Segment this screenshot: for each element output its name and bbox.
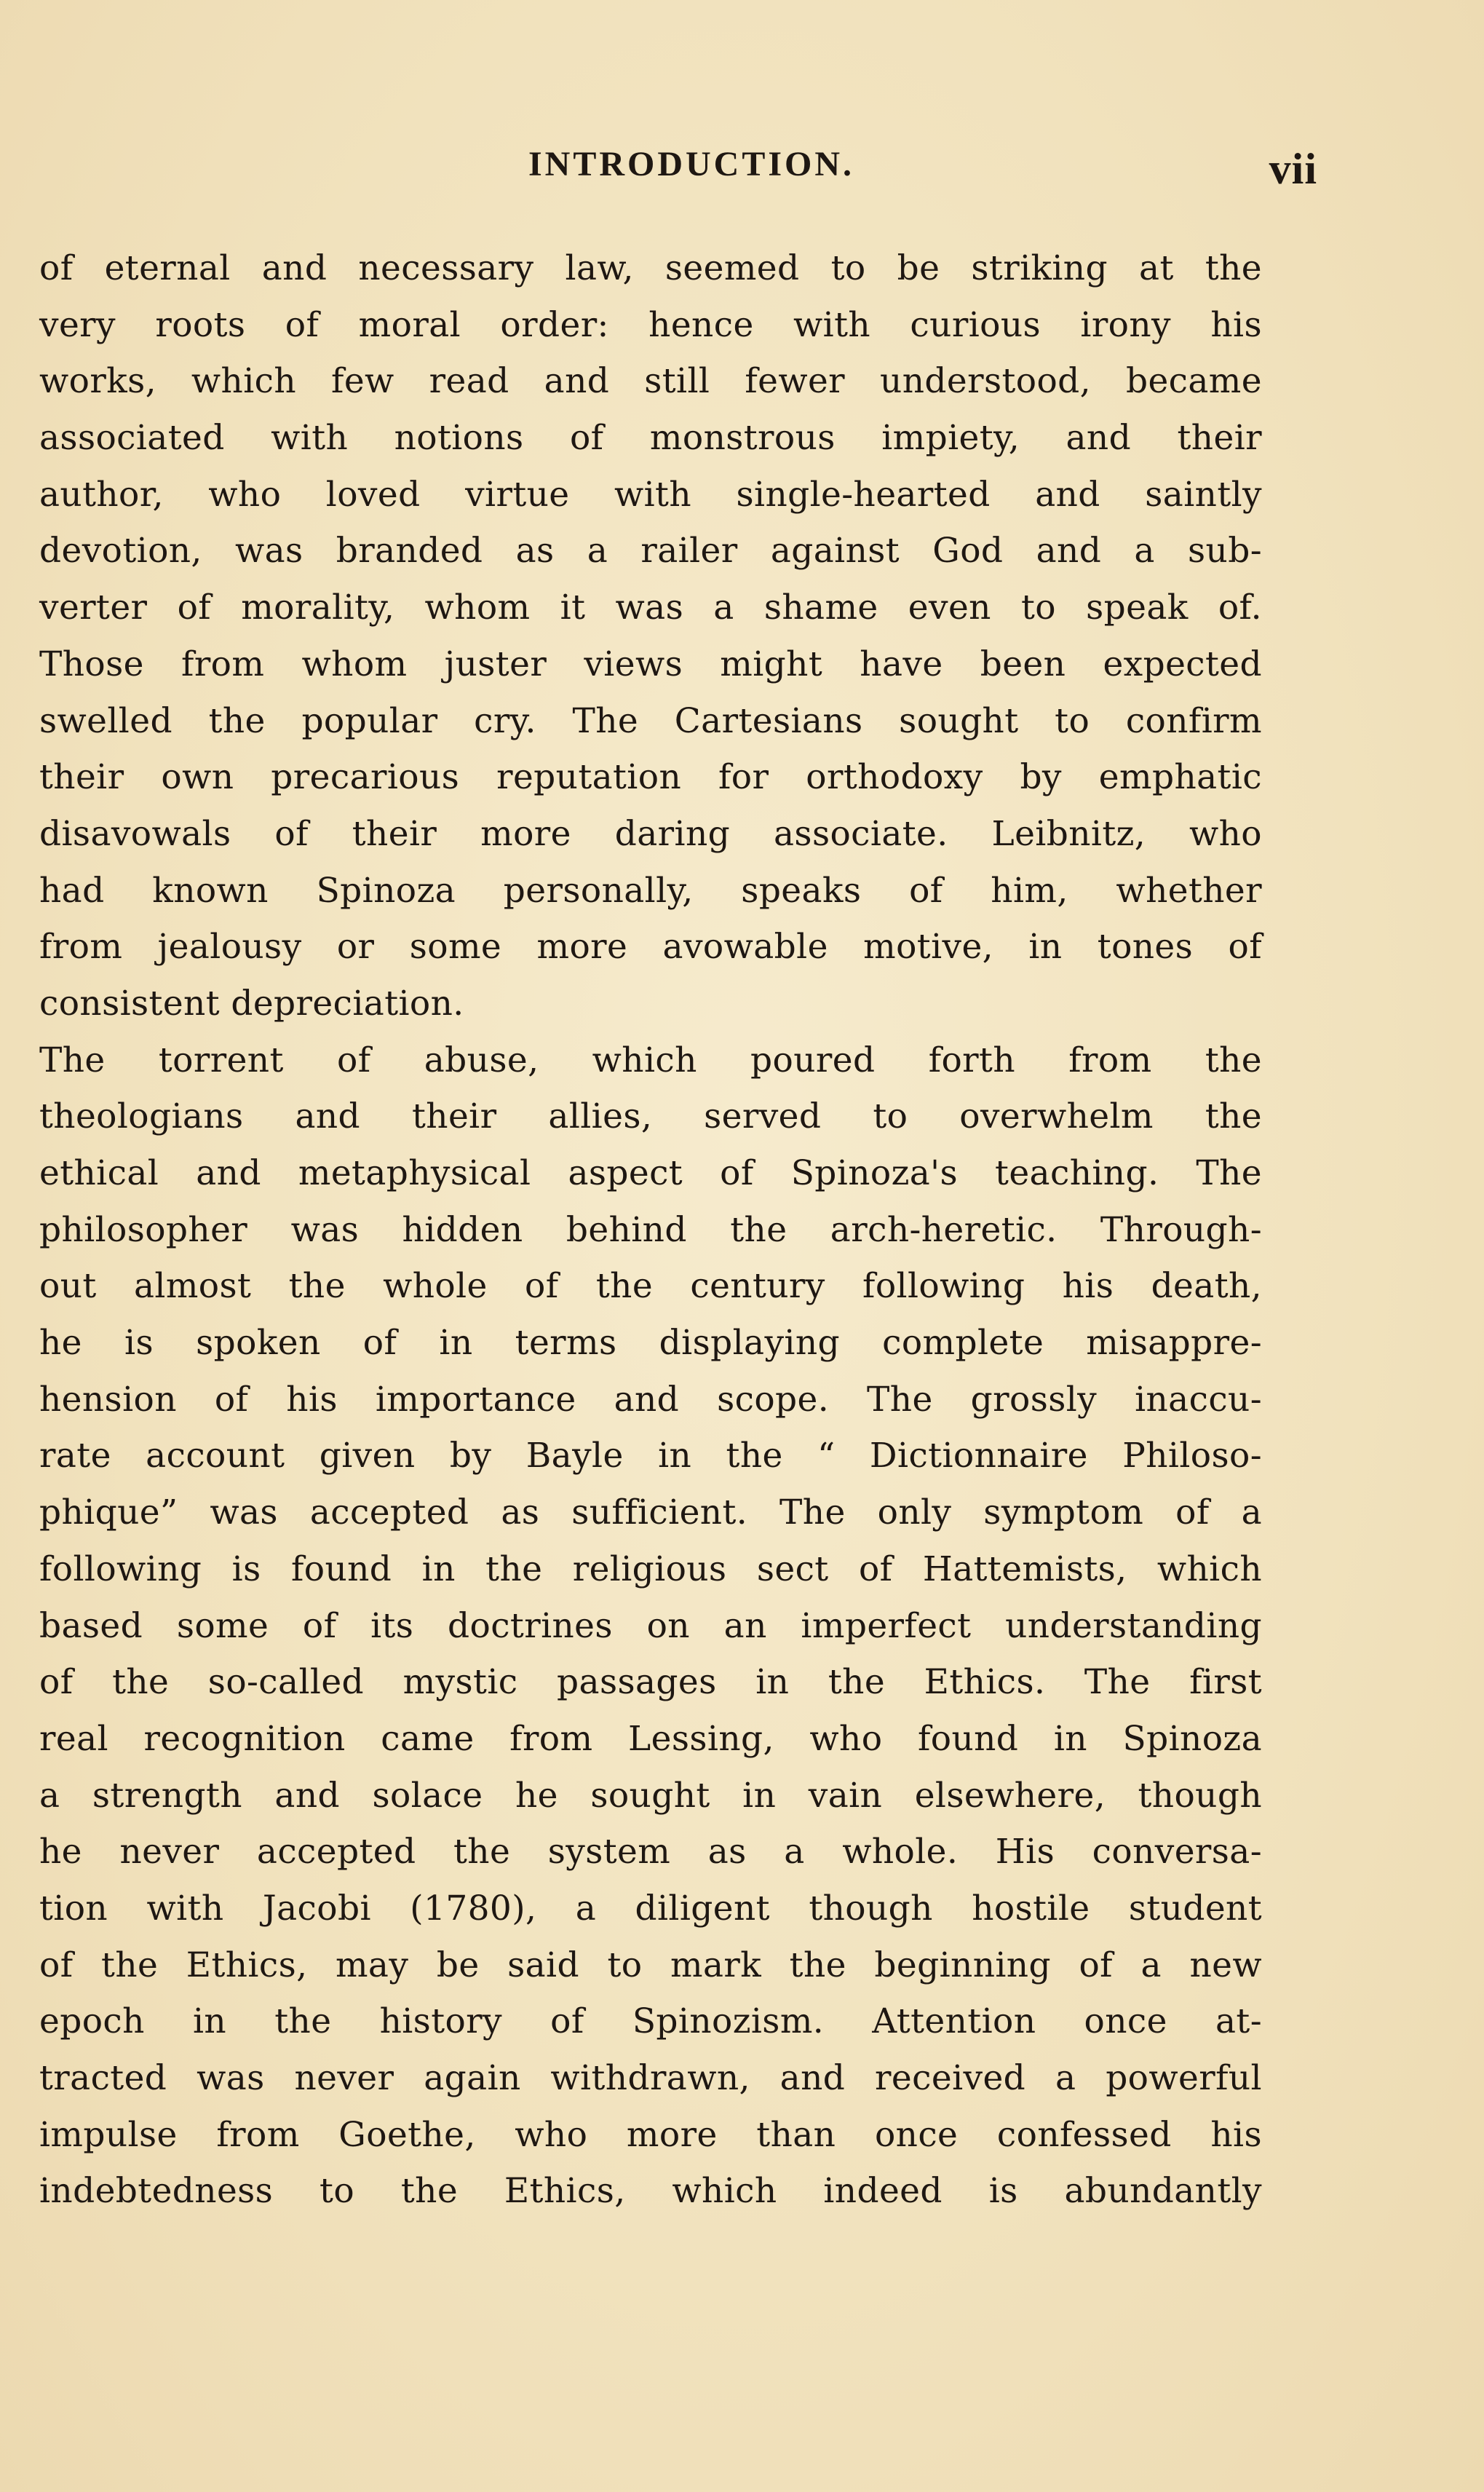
text-line: tracted was never again withdrawn, and received a powerful — [39, 2058, 1262, 2098]
text-line: real recognition came from Lessing, who found in Spinoza — [39, 1718, 1262, 1759]
text-line: author, who loved virtue with single-hearted and saintly — [39, 474, 1262, 515]
running-title: INTRODUCTION. — [528, 145, 855, 183]
text-line: from jealousy or some more avowable motive, in tones of — [39, 927, 1262, 968]
text-line: impulse from Goethe, who more than once confessed his — [39, 2114, 1262, 2155]
text-line: indebtedness to the Ethics, which indeed is abundantly — [39, 2171, 1262, 2212]
text-line: The torrent of abuse, which poured forth from the — [39, 1040, 1262, 1080]
body-text — [39, 240, 1262, 2220]
text-line: hension of his importance and scope. The grossly inaccu- — [39, 1379, 1262, 1420]
text-line: devotion, was branded as a railer against God and a sub- — [39, 531, 1262, 571]
text-line: associated with notions of monstrous impiety, and their — [39, 418, 1262, 459]
text-line: ethical and metaphysical aspect of Spinoza's teaching. The — [39, 1153, 1262, 1193]
text-line: swelled the popular cry. The Cartesians sought to confirm — [39, 700, 1262, 741]
text-line: consistent depreciation. — [39, 983, 464, 1024]
text-line: their own precarious reputation for orthodoxy by emphatic — [39, 757, 1262, 798]
text-line: he is spoken of in terms displaying complete misappre- — [39, 1323, 1262, 1364]
text-line: disavowals of their more daring associate. Leibnitz, who — [39, 813, 1262, 854]
page-header — [44, 144, 1339, 195]
text-line: verter of morality, whom it was a shame even to speak of. — [39, 588, 1262, 628]
text-line: of the so-called mystic passages in the Ethics. The first — [39, 1662, 1262, 1703]
text-line: phique” was accepted as sufficient. The only symptom of a — [39, 1492, 1262, 1533]
text-line: of eternal and necessary law, seemed to be striking at the — [39, 248, 1262, 288]
text-line: works, which few read and still fewer understood, became — [39, 361, 1262, 402]
text-line: tion with Jacobi (1780), a diligent though hostile student — [39, 1888, 1262, 1929]
text-line: he never accepted the system as a whole. His conversa- — [39, 1832, 1262, 1872]
text-line: epoch in the history of Spinozism. Attention once at- — [39, 2001, 1262, 2042]
text-line: rate account given by Bayle in the “ Dictionnaire Philoso- — [39, 1436, 1262, 1476]
text-line: following is found in the religious sect of Hattemists, which — [39, 1548, 1262, 1589]
text-line: based some of its doctrines on an imperfect understanding — [39, 1605, 1262, 1646]
text-line: theologians and their allies, served to overwhelm the — [39, 1096, 1262, 1137]
page-number: vii — [1269, 145, 1317, 193]
text-line: very roots of moral order: hence with curious irony his — [39, 304, 1262, 345]
text-line: a strength and solace he sought in vain elsewhere, though — [39, 1775, 1262, 1816]
text-line: out almost the whole of the century following his death, — [39, 1266, 1262, 1307]
text-line: Those from whom juster views might have been expected — [39, 644, 1262, 684]
text-line: had known Spinoza personally, speaks of him, whether — [39, 870, 1262, 911]
text-line: of the Ethics, may be said to mark the beginning of a new — [39, 1945, 1262, 1985]
text-line: philosopher was hidden behind the arch-heretic. Through- — [39, 1209, 1262, 1250]
